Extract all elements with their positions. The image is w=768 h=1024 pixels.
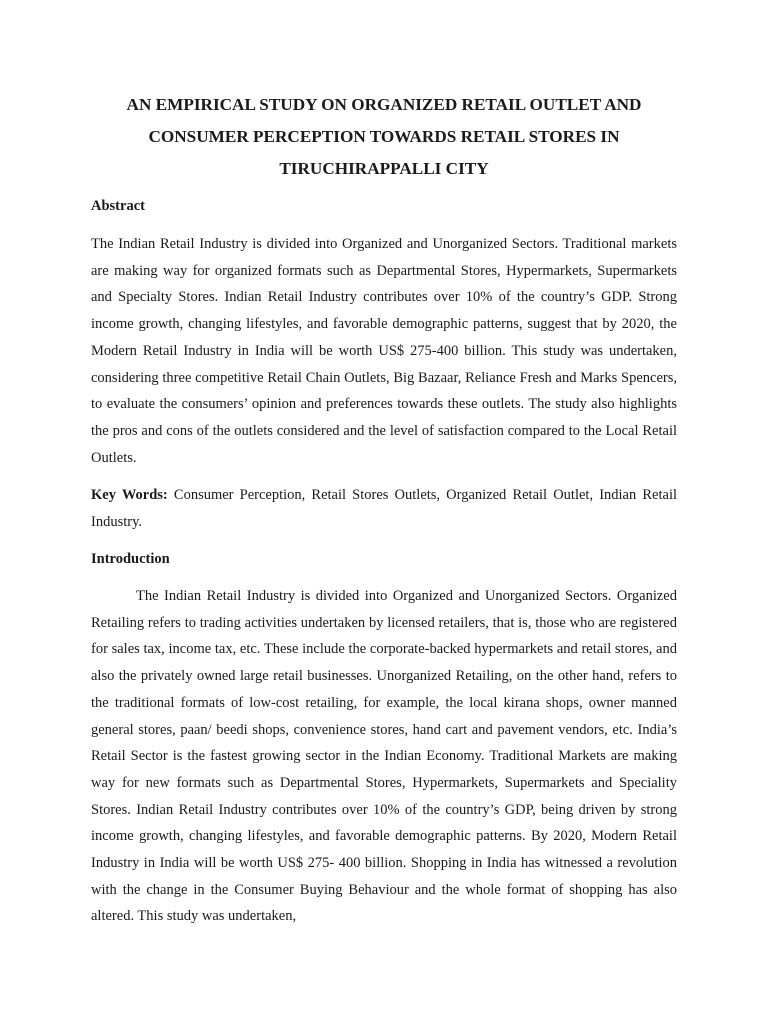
keywords-label: Key Words: — [91, 487, 168, 503]
abstract-heading: Abstract — [91, 198, 145, 214]
introduction-heading: Introduction — [91, 551, 170, 567]
title-line-3: TIRUCHIRAPPALLI CITY — [279, 159, 489, 178]
introduction-paragraph: The Indian Retail Industry is divided into Organized and Unorganized Sectors. Organized Retailing refers to trading activities undertaken by licensed retailers, that is, those who are registered for sales tax, income tax, etc. These include the corporate-backed hypermarkets and retail stores, and also the privately owned large retail businesses. Unorganized Retailing, on the other hand, refers to the traditional formats of low-cost retailing, for example, the local kirana shops, owner manned general stores, paan/ beedi shops, convenience stores, hand cart and pavement vendors, etc. India’s Retail Sector is the fastest growing sector in the Indian Economy. Traditional Markets are making way for new formats such as Departmental Stores, Hypermarkets, Supermarkets and Speciality Stores. Indian Retail Industry contributes over 10% of the country’s GDP, being driven by strong income growth, changing lifestyles, and favorable demographic patterns. By 2020, Modern Retail Industry in India will be worth US$ 275- 400 billion. Shopping in India has witnessed a revolution with the change in the Consumer Buying Behaviour and the whole format of shopping has also altered. This study was undertaken, — [91, 588, 677, 925]
keywords-text: Consumer Perception, Retail Stores Outlets, Organized Retail Outlet, Indian Retail Industry. — [91, 487, 678, 530]
abstract-paragraph: The Indian Retail Industry is divided into Organized and Unorganized Sectors. Traditional markets are making way for organized formats such as Departmental Stores, Hypermarkets, Supermarkets and Specialty Stores. Indian Retail Industry contributes over 10% of the country’s GDP. Strong income growth, changing lifestyles, and favorable demographic patterns, suggest that by 2020, the Modern Retail Industry in India will be worth US$ 275-400 billion. This study was undertaken, considering three competitive Retail Chain Outlets, Big Bazaar, Reliance Fresh and Marks Spencers, to evaluate the consumers’ opinion and preferences towards these outlets. The study also highlights the pros and cons of the outlets considered and the level of satisfaction compared to the Local Retail Outlets. — [91, 236, 677, 466]
title-line-1: AN EMPIRICAL STUDY ON ORGANIZED RETAIL OUTLET AND — [126, 95, 642, 114]
paper-title — [60, 89, 708, 185]
title-line-2: CONSUMER PERCEPTION TOWARDS RETAIL STORES IN — [148, 127, 620, 146]
keywords-paragraph — [91, 482, 677, 535]
